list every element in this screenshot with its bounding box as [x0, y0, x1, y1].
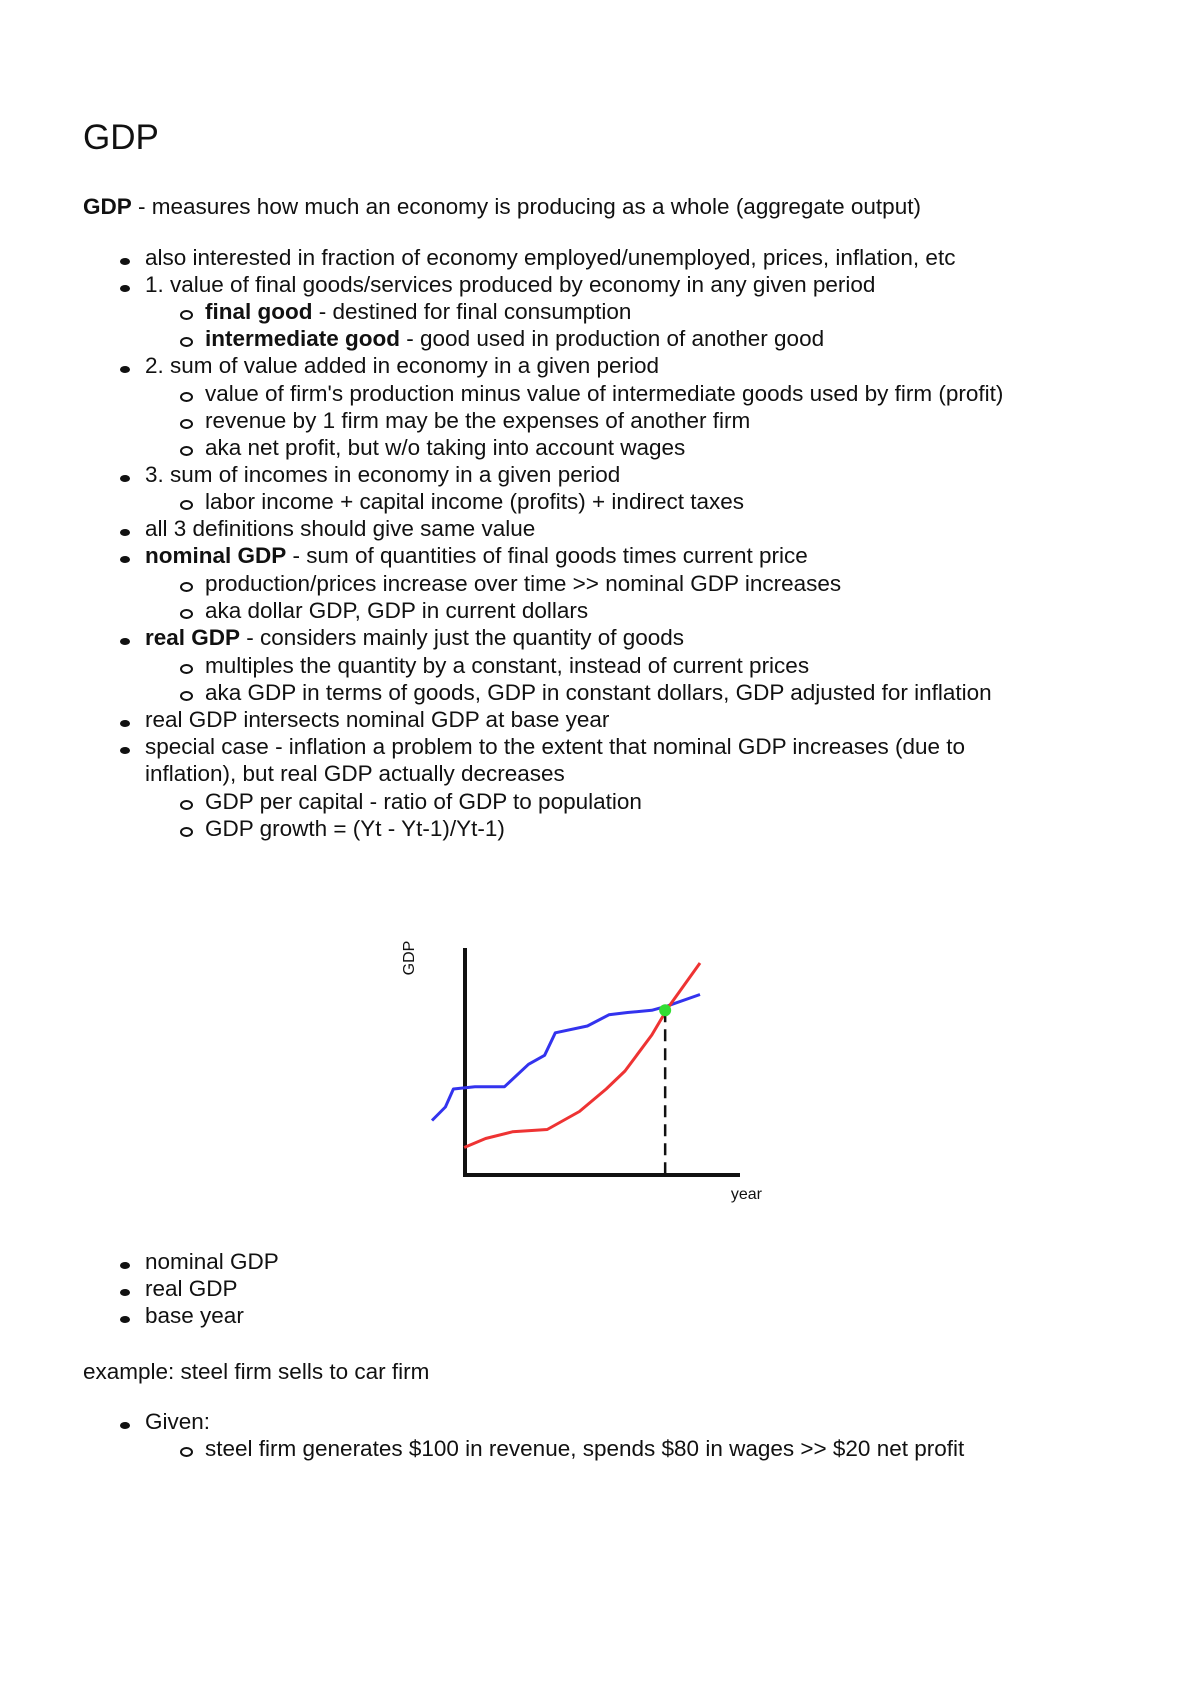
- bullet-dot-icon: [120, 285, 130, 292]
- bullet-dot-icon: [120, 747, 130, 754]
- bullet-ring-icon: [180, 800, 193, 810]
- page-title: GDP: [83, 118, 159, 157]
- list-item: also interested in fraction of economy employed/unemployed, prices, inflation, etc: [145, 245, 956, 270]
- list-item: multiples the quantity by a constant, instead of current prices: [205, 653, 810, 678]
- bullet-ring-icon: [180, 609, 193, 619]
- bullet-ring-icon: [180, 664, 193, 674]
- x-axis-label: year: [730, 1186, 762, 1203]
- bullet-dot-icon: [120, 638, 130, 645]
- bullet-dot-icon: [120, 1316, 130, 1323]
- bullet-dot-icon: [120, 529, 130, 536]
- bullet-ring-icon: [180, 582, 193, 592]
- list-item: real GDP - considers mainly just the quantity of goods: [145, 625, 685, 650]
- bullet-dot-icon: [120, 366, 130, 373]
- list-item: aka net profit, but w/o taking into account wages: [205, 435, 686, 460]
- gdp-chart: [401, 930, 790, 1210]
- bullet-dot-icon: [120, 1262, 130, 1269]
- list-item: GDP per capital - ratio of GDP to population: [205, 789, 642, 814]
- series-line-0: [432, 995, 700, 1121]
- example-heading: example: steel firm sells to car firm: [83, 1359, 430, 1384]
- intro-text: - measures how much an economy is producing as a whole (aggregate output): [131, 194, 921, 219]
- list-item: special case - inflation a problem to the extent that nominal GDP increases (due to: [145, 734, 966, 759]
- bullet-ring-icon: [180, 691, 193, 701]
- bullet-ring-icon: [180, 419, 193, 429]
- bullet-ring-icon: [180, 446, 193, 456]
- list-item: 1. value of final goods/services produced by economy in any given period: [145, 272, 876, 297]
- list-item: final good - destined for final consumption: [205, 299, 632, 324]
- bullet-dot-icon: [120, 475, 130, 482]
- intro-paragraph: [83, 193, 921, 221]
- list-item: 2. sum of value added in economy in a given period: [145, 353, 660, 378]
- list-item: value of firm's production minus value of intermediate goods used by firm (profit): [205, 381, 1004, 406]
- bullet-ring-icon: [180, 392, 193, 402]
- bullet-dot-icon: [120, 258, 130, 265]
- intro-term: GDP: [83, 194, 132, 219]
- list-item: steel firm generates $100 in revenue, spends $80 in wages >> $20 net profit: [205, 1436, 965, 1461]
- list-item: labor income + capital income (profits) + indirect taxes: [205, 489, 744, 514]
- bullet-ring-icon: [180, 310, 193, 320]
- bullet-ring-icon: [180, 337, 193, 347]
- bullet-ring-icon: [180, 1447, 193, 1457]
- base-year-marker: [659, 1004, 671, 1016]
- list-item: real GDP: [145, 1276, 238, 1301]
- list-item: base year: [145, 1303, 244, 1328]
- list-item: GDP growth = (Yt - Yt-1)/Yt-1): [205, 816, 505, 841]
- bullet-dot-icon: [120, 720, 130, 727]
- bullet-dot-icon: [120, 1289, 130, 1296]
- list-item: aka dollar GDP, GDP in current dollars: [205, 598, 589, 623]
- list-item: intermediate good - good used in production of another good: [205, 326, 825, 351]
- list-item: 3. sum of incomes in economy in a given period: [145, 462, 621, 487]
- list-item-continuation: inflation), but real GDP actually decreases: [145, 761, 565, 786]
- bullet-ring-icon: [180, 500, 193, 510]
- list-item: aka GDP in terms of goods, GDP in constant dollars, GDP adjusted for inflation: [205, 680, 992, 705]
- list-item: revenue by 1 firm may be the expenses of another firm: [205, 408, 751, 433]
- list-item: nominal GDP - sum of quantities of final goods times current price: [145, 543, 808, 568]
- bullet-dot-icon: [120, 556, 130, 563]
- list-item: real GDP intersects nominal GDP at base year: [145, 707, 610, 732]
- bullet-ring-icon: [180, 827, 193, 837]
- list-item: all 3 definitions should give same value: [145, 516, 536, 541]
- list-item: nominal GDP: [145, 1249, 279, 1274]
- list-item: Given:: [145, 1409, 211, 1434]
- bullet-dot-icon: [120, 1422, 130, 1429]
- list-item: production/prices increase over time >> nominal GDP increases: [205, 571, 842, 596]
- y-axis-label: GDP: [401, 940, 418, 976]
